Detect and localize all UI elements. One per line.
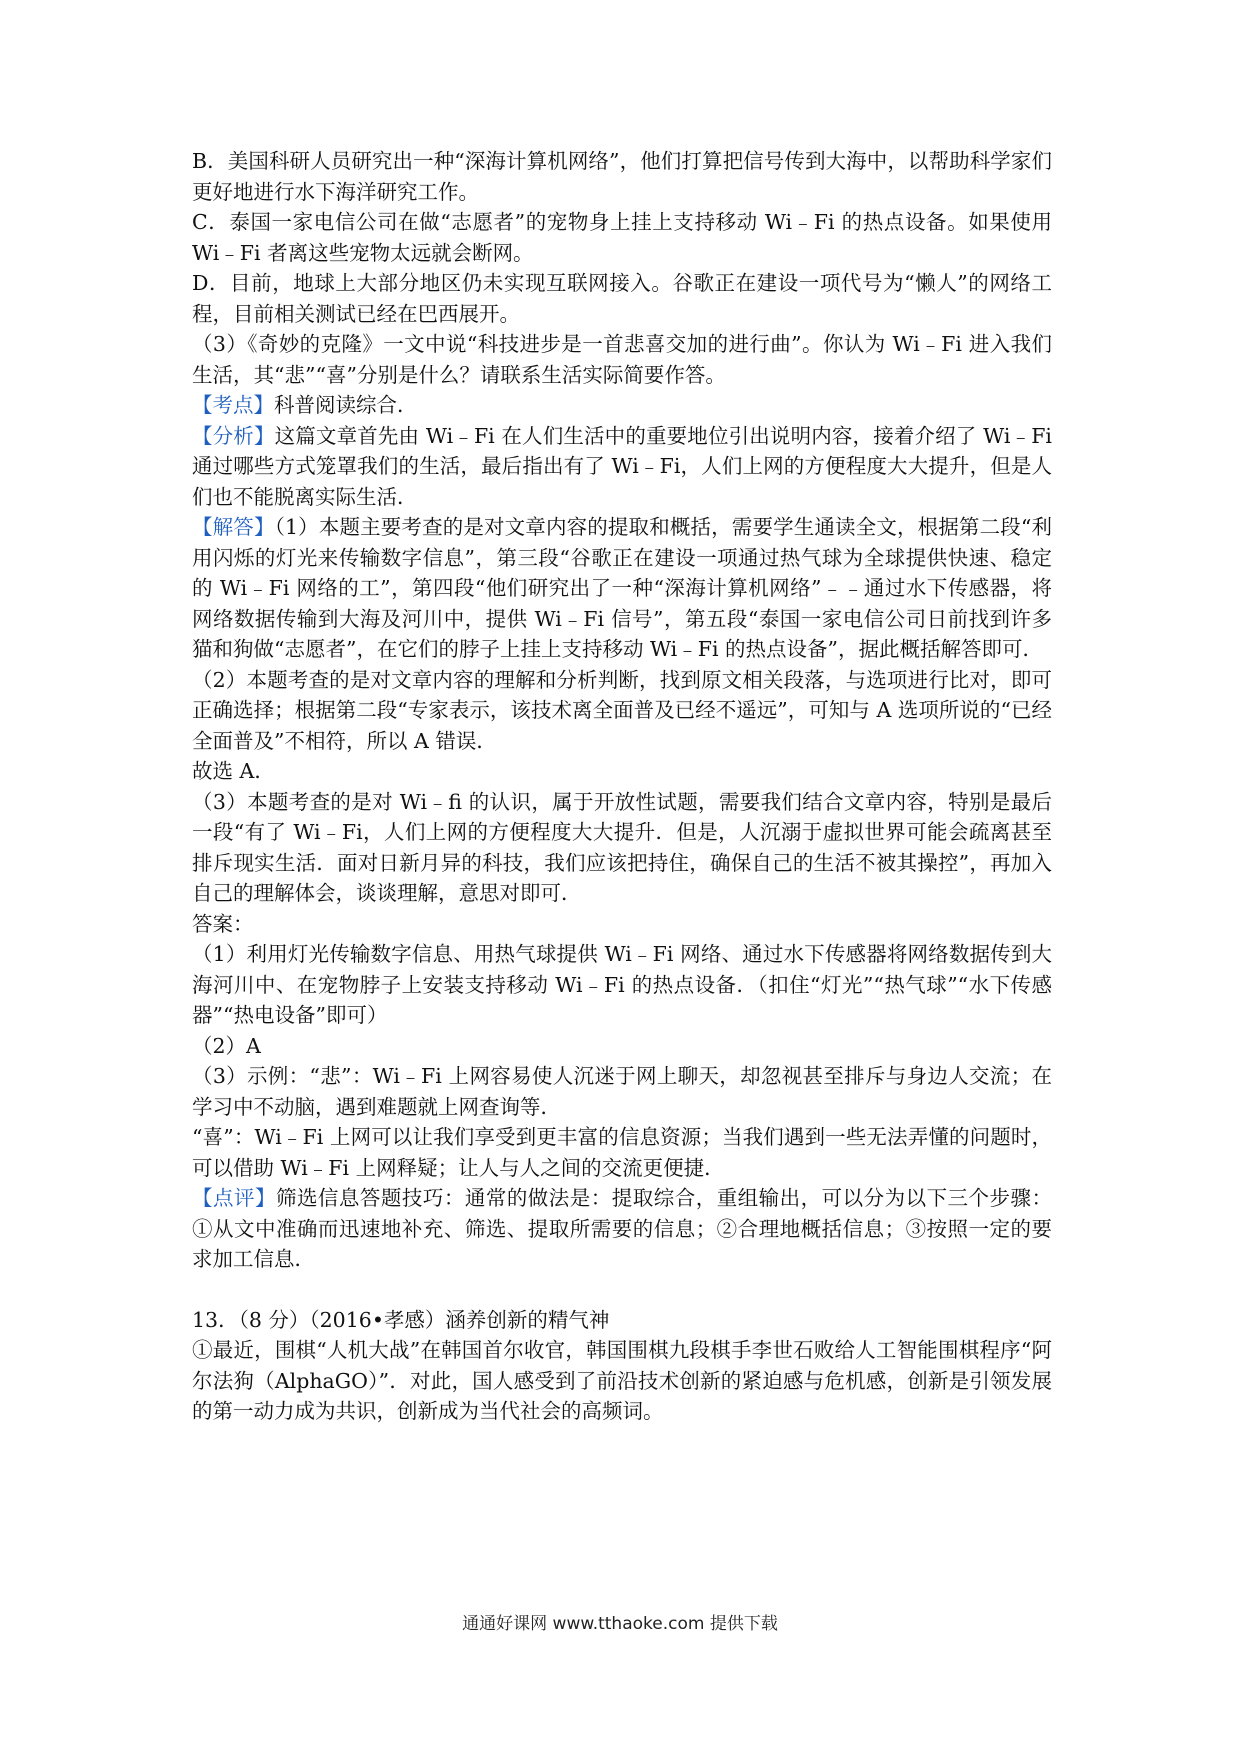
option-c: C．泰国一家电信公司在做“志愿者”的宠物身上挂上支持移动 Wi﹣Fi 的热点设备。如果使用 Wi﹣Fi 者离这些宠物太远就会断网。 xyxy=(192,210,1052,265)
section-gap xyxy=(192,1275,1052,1305)
fenxi-tag: 【分析】 xyxy=(192,423,275,448)
document-body xyxy=(192,146,1052,1427)
answer-1: （1）利用灯光传输数字信息、用热气球提供 Wi﹣Fi 网络、通过水下传感器将网络数据传到大海河川中、在宠物脖子上安装支持移动 Wi﹣Fi 的热点设备．（扣住“灯光”“热气球”“水下传感器”“热电设备”即可） xyxy=(192,942,1052,1027)
fenxi-text: 这篇文章首先由 Wi﹣Fi 在人们生活中的重要地位引出说明内容，接着介绍了 Wi﹣Fi 通过哪些方式笼罩我们的生活，最后指出有了 Wi﹣Fi，人们上网的方便程度大大提升，但是人们也不能脱离实际生活． xyxy=(192,423,1052,509)
dianping-section xyxy=(192,1183,1052,1275)
answer-3b: “喜”：Wi﹣Fi 上网可以让我们享受到更丰富的信息资源；当我们遇到一些无法弄懂的问题时，可以借助 Wi﹣Fi 上网释疑；让人与人之间的交流更便捷． xyxy=(192,1125,1052,1180)
question-3: （3）《奇妙的克隆》一文中说“科技进步是一首悲喜交加的进行曲”。你认为 Wi﹣Fi 进入我们生活，其“悲”“喜”分别是什么？请联系生活实际简要作答。 xyxy=(192,332,1052,387)
jieda-section xyxy=(192,512,1052,665)
jieda-text: （1）本题主要考查的是对文章内容的提取和概括，需要学生通读全文，根据第二段“利用闪烁的灯光来传输数字信息”，第三段“谷歌正在建设一项通过热气球为全球提供快速、稳定的 Wi﹣Fi 网络的工”，第四段“他们研究出了一种“深海计算机网络”﹣﹣通过水下传感器，将网络数据传输到大海及河川中，提供 Wi﹣Fi 信号”，第五段“泰国一家电信公司日前找到许多猫和狗做“志愿者”，在它们的脖子上挂上支持移动 Wi﹣Fi 的热点设备”，据此概括解答即可． xyxy=(192,515,1052,661)
dianping-text: 筛选信息答题技巧：通常的做法是：提取综合，重组输出，可以分为以下三个步骤：①从文中准确而迅速地补充、筛选、提取所需要的信息；②合理地概括信息；③按照一定的要求加工信息． xyxy=(192,1186,1053,1271)
question-13-title: 13．（8 分）（2016•孝感）涵养创新的精气神 xyxy=(192,1307,610,1332)
jieda-part-3: （3）本题考查的是对 Wi﹣fi 的认识，属于开放性试题，需要我们结合文章内容，特别是最后一段“有了 Wi﹣Fi，人们上网的方便程度大大提升．但是，人沉溺于虚拟世界可能会疏离甚至排斥现实生活．面对日新月异的科技，我们应该把持住，确保自己的生活不被其操控”，再加入自己的理解体会，谈谈理解，意思对即可． xyxy=(192,789,1052,905)
kaodian-section xyxy=(192,390,1052,421)
jieda-tag: 【解答】 xyxy=(192,515,275,539)
dianping-tag: 【点评】 xyxy=(192,1186,276,1210)
option-d: D．目前，地球上大部分地区仍未实现互联网接入。谷歌正在建设一项代号为“懒人”的网络工程，目前相关测试已经在巴西展开。 xyxy=(192,271,1052,326)
fenxi-section xyxy=(192,421,1052,513)
answer-3a: （3）示例：“悲”：Wi﹣Fi 上网容易使人沉迷于网上聊天，却忽视甚至排斥与身边人交流；在学习中不动脑，遇到难题就上网查询等． xyxy=(192,1064,1052,1119)
question-13-paragraph-1: ①最近，围棋“人机大战”在韩国首尔收官，韩国围棋九段棋手李世石败给人工智能围棋程序“阿尔法狗（AlphaGO）”．对此，国人感受到了前沿技术创新的紧迫感与危机感，创新是引领发展的第一动力成为共识，创新成为当代社会的高频词。 xyxy=(192,1338,1052,1423)
answer-2: （2）A xyxy=(192,1033,261,1058)
jieda-part-2: （2）本题考查的是对文章内容的理解和分析判断，找到原文相关段落，与选项进行比对，即可正确选择；根据第二段“专家表示，该技术离全面普及已经不遥远”，可知与 A 选项所说的“已经全面普及”不相符，所以 A 错误． xyxy=(192,667,1052,753)
answer-label: 答案： xyxy=(192,911,254,936)
option-b: B．美国科研人员研究出一种“深海计算机网络”，他们打算把信号传到大海中，以帮助科学家们更好地进行水下海洋研究工作。 xyxy=(192,149,1052,204)
kaodian-text: 科普阅读综合． xyxy=(274,393,418,417)
kaodian-tag: 【考点】 xyxy=(192,393,274,417)
choose-a: 故选 A． xyxy=(192,759,275,783)
page-footer: 通通好课网 www.tthaoke.com 提供下载 xyxy=(462,1614,778,1634)
